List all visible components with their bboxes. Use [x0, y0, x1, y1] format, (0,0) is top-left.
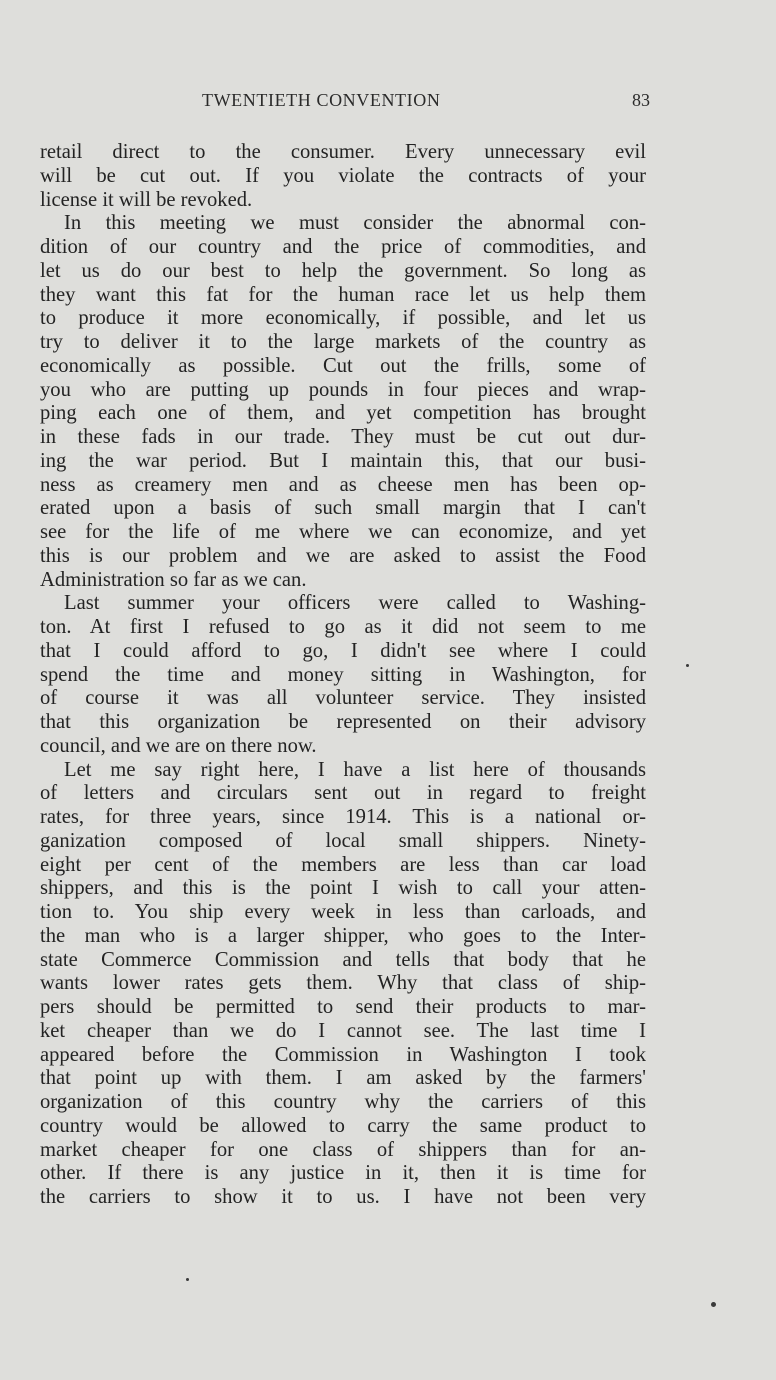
text-line: will be cut out. If you violate the contracts of your	[40, 164, 646, 187]
text-line: erated upon a basis of such small margin that I can't	[40, 497, 646, 520]
text-line: the carriers to show it to us. I have not been very	[40, 1186, 646, 1208]
text-line: let us do our best to help the government. So long as	[40, 259, 646, 282]
text-line: other. If there is any justice in it, then it is time for	[40, 1162, 646, 1185]
text-line: see for the life of me where we can economize, and yet	[40, 521, 646, 543]
text-line: Last summer your officers were called to Washing-	[64, 592, 646, 615]
text-line: ping each one of them, and yet competition has brought	[40, 402, 646, 425]
text-line: license it will be revoked.	[40, 188, 253, 211]
text-line: try to deliver it to the large markets of the country as	[40, 331, 646, 353]
text-line: they want this fat for the human race let us help them	[40, 283, 646, 306]
text-line: ness as creamery men and as cheese men has been op-	[40, 473, 646, 496]
text-line: Administration so far as we can.	[40, 568, 307, 591]
text-line: dition of our country and the price of commodities, and	[40, 236, 646, 258]
paragraph-4	[40, 759, 646, 1210]
paper-speck	[186, 1278, 189, 1281]
text-line: ing the war period. But I maintain this, that our busi-	[40, 449, 646, 472]
text-line: Let me say right here, I have a list here of thousands	[64, 758, 646, 781]
text-line: of letters and circulars sent out in regard to freight	[40, 782, 646, 805]
text-line: that I could afford to go, I didn't see where I could	[40, 639, 646, 662]
text-line: country would be allowed to carry the same product to	[40, 1114, 646, 1137]
text-line: council, and we are on there now.	[40, 734, 317, 757]
text-line: tion to. You ship every week in less than carloads, and	[40, 901, 646, 923]
text-line: eight per cent of the members are less than car load	[40, 853, 646, 876]
paper-speck	[711, 1302, 716, 1307]
page-number: 83	[632, 90, 650, 110]
paper-speck	[686, 664, 689, 667]
paragraph-3	[40, 592, 646, 758]
text-line: ket cheaper than we do I cannot see. The last time I	[40, 1019, 646, 1042]
running-head	[40, 90, 650, 118]
text-line: rates, for three years, since 1914. This is a national or-	[40, 806, 646, 828]
text-line: that this organization be represented on their advisory	[40, 711, 646, 733]
text-line: that point up with them. I am asked by the farmers'	[40, 1067, 646, 1090]
text-line: appeared before the Commission in Washington I took	[40, 1043, 646, 1066]
text-line: retail direct to the consumer. Every unnecessary evil	[40, 141, 646, 163]
text-line: market cheaper for one class of shippers than for an-	[40, 1138, 646, 1161]
text-line: wants lower rates gets them. Why that class of ship-	[40, 972, 646, 995]
body-text	[40, 141, 646, 1210]
text-line: shippers, and this is the point I wish to call your atten-	[40, 877, 646, 900]
paragraph-1	[40, 141, 646, 212]
text-line: spend the time and money sitting in Washington, for	[40, 663, 646, 686]
text-line: the man who is a larger shipper, who goes to the Inter-	[40, 924, 646, 947]
running-title: TWENTIETH CONVENTION	[202, 90, 441, 110]
paragraph-2	[40, 212, 646, 592]
text-line: In this meeting we must consider the abnormal con-	[64, 212, 646, 235]
text-line: to produce it more economically, if possible, and let us	[40, 307, 646, 330]
text-line: state Commerce Commission and tells that body that he	[40, 948, 646, 971]
text-line: economically as possible. Cut out the frills, some of	[40, 354, 646, 377]
text-line: in these fads in our trade. They must be cut out dur-	[40, 426, 646, 448]
text-line: organization of this country why the carriers of this	[40, 1091, 646, 1113]
text-line: of course it was all volunteer service. They insisted	[40, 687, 646, 710]
text-line: you who are putting up pounds in four pieces and wrap-	[40, 378, 646, 401]
text-line: pers should be permitted to send their products to mar-	[40, 996, 646, 1018]
text-line: this is our problem and we are asked to assist the Food	[40, 544, 646, 567]
text-line: ganization composed of local small shippers. Ninety-	[40, 829, 646, 852]
text-line: ton. At first I refused to go as it did not seem to me	[40, 616, 646, 638]
